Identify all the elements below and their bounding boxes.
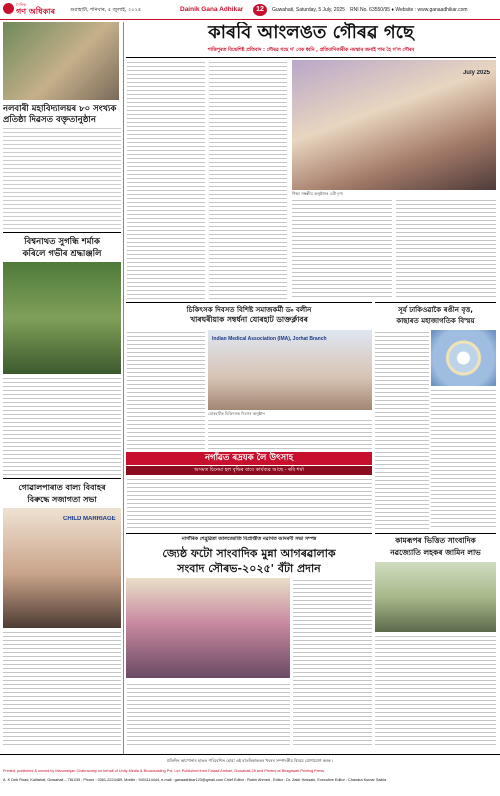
story-title-childmarriage-line1: গোৱালপাৰাত বাল্য বিবাহৰ (18, 483, 106, 492)
story-photo-tribute (3, 262, 121, 374)
page-number-badge: 12 (253, 4, 267, 16)
doctors-day-caption: যোৰহাটত চিকিৎসক দিবসৰ অনুষ্ঠান (208, 411, 265, 416)
main-subline: শান্তিপুৰত বিভেশিষ্ট প্ৰতিবাদ : গৌৰৱ গছে গ' বেক ধ্বনি , প্ৰতিবাদিকাৰীক নমস্কাৰ জনাই পাৰ হৈ গ'ল গৌৰব (207, 48, 415, 53)
left-section-rule-3 (3, 478, 121, 479)
story-body-childmarriage (3, 630, 121, 748)
college-event-body-2 (396, 198, 496, 298)
kamrup-body (375, 634, 496, 748)
main-story-body-mid (209, 60, 287, 300)
ratha-body (127, 477, 372, 531)
award-body-below (127, 682, 290, 748)
header-rni: RNI No. 63550/95 ♦ Website : www.ganaadhikar.com (350, 7, 468, 13)
column-divider (123, 22, 124, 755)
story-title-tribute-line1: বিশ্বনাথত সুগন্ধি শৰ্মাক (24, 237, 100, 247)
story-photo-childmarriage (3, 508, 121, 628)
sun-halo-photo (431, 330, 496, 386)
doctors-day-photo (208, 330, 372, 410)
award-kicker: নাগাঁৰিক শেহ্ৰুৱিতা জালজ্যোতি বিপ্ৰাপ্তীত নৱাগত আদৰণী সভা সম্পন্ন (181, 537, 317, 542)
story-title-college-line2: প্ৰতিষ্ঠা দিৱসত বক্তৃতানুষ্ঠান (3, 115, 96, 125)
sun-story-title-line2: কাছাৰত মহাজাগতিক বিস্ময় (396, 317, 475, 325)
logo-main-text: গণ অধিকাৰ (16, 7, 55, 16)
doctors-rule (126, 302, 372, 303)
college-event-body (292, 198, 392, 298)
main-headline: কাৰবি আংলঙত গৌৰৱ গছে (208, 22, 414, 43)
sun-rule (375, 302, 496, 303)
header-date-assamese: গুৱাহাটী, শনিবাৰ, ৫ জুলাই, ২০২৫ (70, 7, 142, 13)
kamrup-title-line2: নৱজ্যোতি লহকৰ জামিন লাভ (390, 548, 481, 557)
story-body-tribute (3, 376, 121, 476)
college-event-caption: শিক্ষা সম্বন্ধীয় অনুষ্ঠানৰ এটা দৃশ্য (292, 191, 343, 196)
logo-small-text: দৈনিক (16, 2, 27, 7)
sun-story-body-2 (431, 388, 496, 530)
kamrup-title-line1: কামৰূপৰ ভিত্তিত সাংবাদিক (395, 536, 476, 545)
doctors-day-body-2 (208, 418, 372, 450)
story-photo-college (3, 22, 119, 100)
header-brand: Dainik Gana Adhikar (180, 6, 244, 13)
footer-line-3: A. K Deb Road, Kalitahat, Guwahati – 781035 ; Phone : 0361-2224489, Mobile : 9401114444, e-mail : ganaadhikar123@gmail.com Chief Editor : Robin Ahmed , Editor : Dr. Zakir Hossain, Executive Editor : Chandra Kumar Saikia (3, 778, 387, 782)
sun-story-body (375, 330, 429, 530)
footer-line-1: প্ৰতিদিন আপোনাৰ হাতত পৰিবেশিত হোৱা এই বাতৰিকাকতৰ খবৰৰ সম্পাদকীয় বিষয়ে যোগাযোগ কৰক । (166, 758, 334, 763)
award-rule (126, 533, 372, 534)
headline-rule (126, 57, 496, 58)
doctors-day-title: খাৰঘৰীয়াক সম্বৰ্ধনা যোৰহাট ডাক্তৰ্ক্লাবৰ (190, 315, 308, 324)
award-body-right (293, 578, 372, 748)
ratha-subtitle: অসমত চিনেমা হল বৃদ্ধিৰ বাবে কাৰ্যব্যৱ আছে - ৰবি শৰ্মা (126, 466, 372, 475)
doctors-day-banner: Indian Medical Association (IMA), Jorhat Branch (212, 336, 327, 342)
story-title-college-line1: নলবাৰী মহাবিদ্যালয়ৰ ৮০ সংখ্যক (3, 104, 117, 114)
story-title-tribute-line2: কৰিলে গভীৰ শ্ৰদ্ধাঞ্জলি (22, 249, 102, 259)
award-title-line1: জ্যেষ্ঠ ফটো সাংবাদিক মুন্না আগৰৱালাক (162, 547, 336, 560)
story-body-college (3, 126, 121, 230)
ratha-title: নগাঁৱত ৰদ্ৰযক লৈ উৎসাহ (204, 453, 294, 463)
story-title-childmarriage-line2: বিৰুদ্ধে সজাগতা সভা (27, 495, 97, 504)
footer (0, 754, 500, 796)
kamrup-rule (375, 533, 496, 534)
award-title-line2: সংবাদ সৌৰভ-২০২৫' বঁটা প্ৰদান (177, 562, 321, 575)
college-event-banner: July 2025 (462, 70, 490, 76)
left-section-rule-2 (3, 232, 121, 233)
main-story-body-left (127, 60, 205, 300)
masthead (0, 0, 500, 20)
college-event-photo (292, 60, 496, 190)
doctors-day-kicker: চিকিৎসক দিবসত বিশিষ্ট সমাজকৰ্মী ড৹ বলীন (186, 306, 312, 314)
header-date-english: Guwahati, Saturday, 5 July, 2025 (272, 7, 345, 13)
award-photo (126, 578, 290, 678)
ratha-title-banner (126, 452, 372, 465)
footer-line-2: Printed, published & owned by Manoranjan Chakravarty on behalf of Unity Media & Broadcasting Pvt. Ltd. Published from Fatasil Ambari, Guwahati-25 and Printed at Bhagawati Printing Press. (3, 769, 326, 773)
logo-mark-icon (3, 3, 14, 14)
kamrup-photo (375, 562, 496, 632)
childmarriage-photo-banner: CHILD MARRIAGE (63, 516, 116, 522)
doctors-day-body (127, 330, 205, 450)
sun-story-title-line1: সূৰ্য ঢাকিওৱাকৈ ৰঙীন বৃত্ত, (398, 306, 473, 314)
